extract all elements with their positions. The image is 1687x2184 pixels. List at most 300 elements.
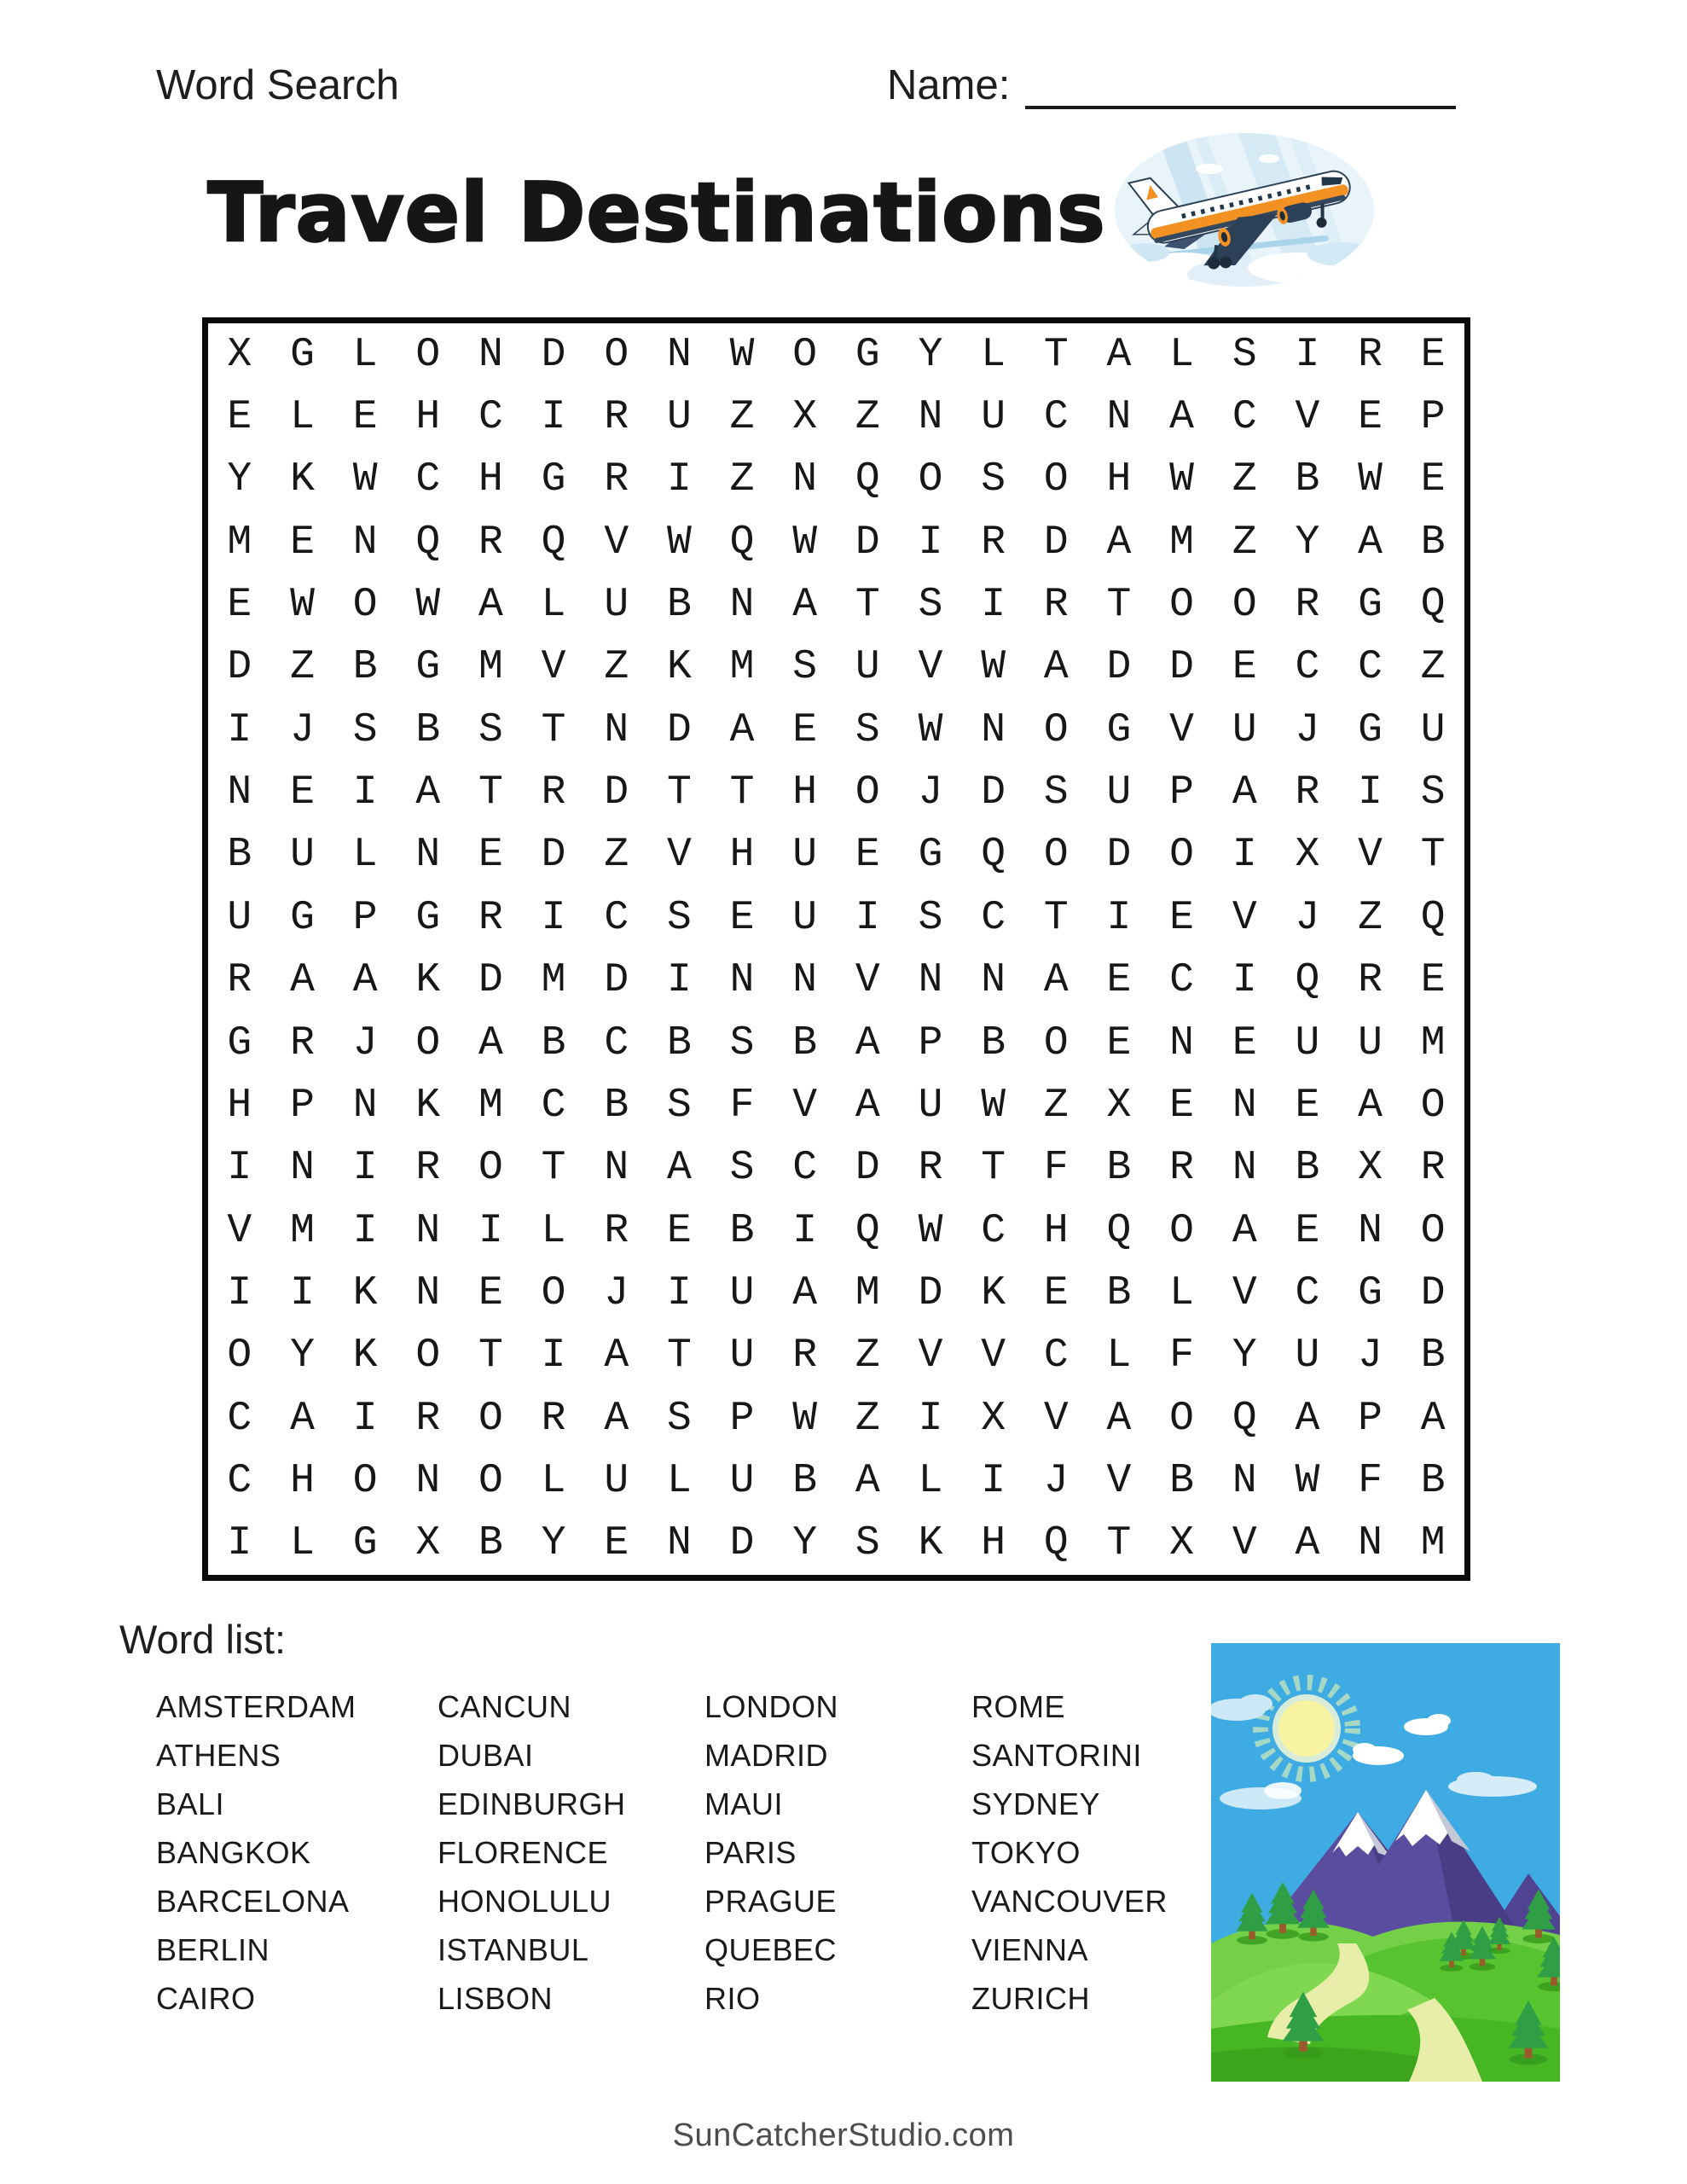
word-list-item: ZURICH <box>971 1980 1090 2016</box>
grid-cell: A <box>792 1269 818 1316</box>
grid-cell: A <box>1358 519 1383 566</box>
grid-cell: N <box>1106 394 1132 441</box>
grid-cell: E <box>1232 1019 1257 1066</box>
name-label: Name: <box>887 62 1011 108</box>
word-list-item: CAIRO <box>156 1980 256 2016</box>
grid-cell: B <box>1420 1457 1446 1504</box>
grid-cell: C <box>1169 957 1194 1004</box>
grid-cell: Y <box>290 1333 315 1380</box>
grid-cell: B <box>352 644 378 691</box>
letter-grid <box>208 323 1464 1575</box>
grid-cell: I <box>855 894 880 941</box>
grid-cell: R <box>604 456 629 503</box>
word-list <box>156 1682 1253 2023</box>
grid-cell: C <box>1043 1333 1069 1380</box>
grid-cell: Y <box>541 1520 566 1567</box>
grid-cell: T <box>855 582 880 629</box>
grid-cell: E <box>1043 1269 1069 1316</box>
grid-cell: D <box>855 519 880 566</box>
grid-cell: C <box>1358 644 1383 691</box>
grid-cell: W <box>792 519 818 566</box>
grid-cell: D <box>604 770 629 816</box>
grid-cell: E <box>1106 957 1132 1004</box>
grid-cell: V <box>1043 1395 1069 1442</box>
grid-cell: P <box>290 1082 315 1129</box>
landscape-illustration <box>1211 1643 1560 2082</box>
grid-cell: O <box>478 1395 503 1442</box>
grid-cell: T <box>666 770 692 816</box>
grid-cell: X <box>1358 1145 1383 1192</box>
grid-cell: T <box>1106 1520 1132 1567</box>
grid-cell: N <box>792 456 818 503</box>
grid-cell: O <box>1169 1395 1194 1442</box>
grid-cell: S <box>918 894 943 941</box>
grid-cell: S <box>478 706 503 753</box>
grid-cell: V <box>227 1207 252 1254</box>
grid-cell: D <box>541 331 566 378</box>
grid-cell: Q <box>981 832 1006 879</box>
grid-cell: V <box>981 1333 1006 1380</box>
grid-cell: B <box>666 1019 692 1066</box>
grid-cell: G <box>918 832 943 879</box>
grid-cell: T <box>1420 832 1446 879</box>
grid-cell: O <box>478 1145 503 1192</box>
grid-cell: K <box>415 1082 441 1129</box>
grid-cell: Y <box>1232 1333 1257 1380</box>
grid-cell: X <box>792 394 818 441</box>
grid-cell: O <box>352 582 378 629</box>
grid-cell: E <box>1106 1019 1132 1066</box>
grid-cell: Z <box>604 832 629 879</box>
grid-cell: A <box>290 957 315 1004</box>
grid-cell: J <box>290 706 315 753</box>
grid-cell: M <box>729 644 755 691</box>
hills-group <box>1211 1921 1560 2082</box>
grid-cell: Q <box>1232 1395 1257 1442</box>
grid-cell: U <box>604 582 629 629</box>
grid-cell: Z <box>1043 1082 1069 1129</box>
grid-cell: V <box>604 519 629 566</box>
grid-cell: L <box>290 1520 315 1567</box>
grid-cell: V <box>666 832 692 879</box>
grid-cell: N <box>352 519 378 566</box>
grid-cell: V <box>1358 832 1383 879</box>
grid-cell: E <box>666 1207 692 1254</box>
grid-cell: N <box>981 957 1006 1004</box>
grid-cell: U <box>666 394 692 441</box>
grid-cell: T <box>541 1145 566 1192</box>
grid-cell: O <box>352 1457 378 1504</box>
grid-cell: G <box>855 331 880 378</box>
grid-cell: A <box>729 706 755 753</box>
grid-cell: Q <box>729 519 755 566</box>
grid-cell: B <box>1420 1333 1446 1380</box>
grid-cell: O <box>1420 1082 1446 1129</box>
grid-cell: E <box>290 519 315 566</box>
grid-cell: E <box>1420 331 1446 378</box>
grid-cell: Q <box>415 519 441 566</box>
grid-cell: E <box>227 394 252 441</box>
grid-cell: E <box>478 832 503 879</box>
grid-cell: M <box>478 644 503 691</box>
grid-cell: V <box>541 644 566 691</box>
grid-cell: O <box>604 331 629 378</box>
grid-cell: Z <box>604 644 629 691</box>
grid-cell: O <box>1232 582 1257 629</box>
word-list-label: Word list: <box>119 1617 286 1662</box>
grid-cell: E <box>855 832 880 879</box>
word-list-column <box>438 1682 704 2023</box>
grid-cell: A <box>1106 331 1132 378</box>
grid-cell: S <box>855 1520 880 1567</box>
grid-cell: M <box>227 519 252 566</box>
grid-cell: N <box>478 331 503 378</box>
grid-cell: M <box>1420 1019 1446 1066</box>
grid-cell: B <box>981 1019 1006 1066</box>
grid-cell: T <box>478 1333 503 1380</box>
grid-cell: A <box>1232 1207 1257 1254</box>
grid-cell: T <box>1106 582 1132 629</box>
grid-cell: U <box>1420 706 1446 753</box>
grid-cell: Z <box>855 394 880 441</box>
grid-cell: U <box>729 1457 755 1504</box>
grid-cell: A <box>1232 770 1257 816</box>
grid-cell: D <box>666 706 692 753</box>
grid-cell: H <box>1043 1207 1069 1254</box>
grid-cell: A <box>1106 519 1132 566</box>
grid-cell: U <box>227 894 252 941</box>
grid-cell: B <box>1106 1145 1132 1192</box>
grid-cell: J <box>1295 894 1320 941</box>
grid-cell: R <box>1169 1145 1194 1192</box>
grid-cell: Z <box>1232 519 1257 566</box>
grid-cell: L <box>352 331 378 378</box>
grid-cell: J <box>604 1269 629 1316</box>
grid-cell: J <box>1358 1333 1383 1380</box>
grid-cell: N <box>729 582 755 629</box>
grid-cell: O <box>918 456 943 503</box>
grid-cell: B <box>1295 1145 1320 1192</box>
grid-cell: R <box>478 894 503 941</box>
grid-cell: A <box>1295 1395 1320 1442</box>
grid-cell: X <box>1106 1082 1132 1129</box>
grid-cell: K <box>352 1333 378 1380</box>
grid-cell: G <box>290 331 315 378</box>
word-list-item: CANCUN <box>438 1688 572 1724</box>
grid-cell: A <box>855 1082 880 1129</box>
grid-cell: U <box>1106 770 1132 816</box>
word-list-item: EDINBURGH <box>438 1786 626 1821</box>
grid-cell: M <box>855 1269 880 1316</box>
grid-cell: G <box>1106 706 1132 753</box>
grid-cell: W <box>1169 456 1194 503</box>
grid-cell: A <box>1169 394 1194 441</box>
grid-cell: Q <box>541 519 566 566</box>
grid-cell: B <box>729 1207 755 1254</box>
grid-cell: C <box>604 1019 629 1066</box>
grid-cell: D <box>981 770 1006 816</box>
word-list-item: BERLIN <box>156 1931 270 1967</box>
grid-cell: E <box>290 770 315 816</box>
grid-cell: S <box>666 1082 692 1129</box>
grid-cell: A <box>604 1395 629 1442</box>
word-list-item: VANCOUVER <box>971 1883 1168 1919</box>
grid-cell: Q <box>1295 957 1320 1004</box>
grid-cell: Z <box>1420 644 1446 691</box>
grid-cell: U <box>604 1457 629 1504</box>
grid-cell: V <box>1232 1520 1257 1567</box>
grid-cell: N <box>918 957 943 1004</box>
grid-cell: R <box>1358 957 1383 1004</box>
grid-cell: Z <box>729 394 755 441</box>
grid-cell: A <box>666 1145 692 1192</box>
grid-cell: B <box>1420 519 1446 566</box>
grid-cell: A <box>352 957 378 1004</box>
grid-cell: E <box>729 894 755 941</box>
grid-cell: I <box>541 894 566 941</box>
grid-cell: A <box>1043 957 1069 1004</box>
grid-cell: Y <box>792 1520 818 1567</box>
grid-cell: O <box>1169 1207 1194 1254</box>
grid-cell: G <box>1358 706 1383 753</box>
grid-cell: G <box>290 894 315 941</box>
grid-cell: I <box>918 519 943 566</box>
grid-cell: V <box>918 644 943 691</box>
grid-cell: I <box>227 1269 252 1316</box>
grid-cell: N <box>918 394 943 441</box>
grid-cell: O <box>1420 1207 1446 1254</box>
grid-cell: E <box>1420 957 1446 1004</box>
puzzle-grid <box>202 317 1470 1581</box>
grid-cell: H <box>1106 456 1132 503</box>
grid-cell: J <box>1295 706 1320 753</box>
grid-cell: L <box>666 1457 692 1504</box>
grid-cell: N <box>227 770 252 816</box>
grid-cell: C <box>227 1395 252 1442</box>
grid-cell: N <box>604 1145 629 1192</box>
grid-cell: N <box>792 957 818 1004</box>
landscape-illustration-svg <box>1211 1643 1560 2082</box>
grid-cell: B <box>604 1082 629 1129</box>
grid-cell: B <box>1295 456 1320 503</box>
grid-cell: X <box>227 331 252 378</box>
grid-cell: Z <box>290 644 315 691</box>
grid-cell: I <box>981 582 1006 629</box>
grid-cell: O <box>1043 706 1069 753</box>
grid-cell: J <box>352 1019 378 1066</box>
grid-cell: V <box>1232 894 1257 941</box>
grid-cell: O <box>1043 456 1069 503</box>
grid-cell: R <box>918 1145 943 1192</box>
word-list-item: HONOLULU <box>438 1883 612 1919</box>
grid-cell: N <box>290 1145 315 1192</box>
word-list-item: DUBAI <box>438 1737 534 1773</box>
grid-cell: J <box>1043 1457 1069 1504</box>
grid-cell: G <box>415 894 441 941</box>
grid-cell: M <box>478 1082 503 1129</box>
grid-cell: I <box>792 1207 818 1254</box>
grid-cell: A <box>415 770 441 816</box>
grid-cell: C <box>1043 394 1069 441</box>
word-list-item: TOKYO <box>971 1834 1081 1870</box>
word-list-item: FLORENCE <box>438 1834 609 1870</box>
grid-cell: K <box>981 1269 1006 1316</box>
word-list-item: PRAGUE <box>704 1883 838 1919</box>
grid-cell: A <box>855 1019 880 1066</box>
grid-cell: M <box>1169 519 1194 566</box>
grid-cell: W <box>415 582 441 629</box>
grid-cell: O <box>478 1457 503 1504</box>
grid-cell: S <box>666 1395 692 1442</box>
grid-cell: B <box>666 582 692 629</box>
grid-cell: O <box>792 331 818 378</box>
grid-cell: D <box>1106 832 1132 879</box>
name-row <box>887 63 1456 109</box>
grid-cell: Y <box>918 331 943 378</box>
grid-cell: A <box>1420 1395 1446 1442</box>
grid-cell: L <box>1169 331 1194 378</box>
grid-cell: E <box>478 1269 503 1316</box>
grid-cell: R <box>1358 331 1383 378</box>
grid-cell: I <box>227 1520 252 1567</box>
grid-cell: S <box>981 456 1006 503</box>
name-blank-line <box>1025 65 1456 109</box>
grid-cell: D <box>1420 1269 1446 1316</box>
grid-cell: N <box>604 706 629 753</box>
grid-cell: P <box>918 1019 943 1066</box>
grid-cell: K <box>290 456 315 503</box>
grid-cell: W <box>981 644 1006 691</box>
grid-cell: E <box>604 1520 629 1567</box>
grid-cell: N <box>352 1082 378 1129</box>
grid-cell: V <box>1169 706 1194 753</box>
grid-cell: P <box>729 1395 755 1442</box>
grid-cell: Y <box>1295 519 1320 566</box>
grid-cell: R <box>1295 770 1320 816</box>
grid-cell: G <box>1358 582 1383 629</box>
grid-cell: B <box>415 706 441 753</box>
grid-cell: W <box>981 1082 1006 1129</box>
grid-cell: W <box>352 456 378 503</box>
footer-site-text: SunCatcherStudio.com <box>672 2117 1015 2153</box>
grid-cell: U <box>1295 1333 1320 1380</box>
grid-cell: A <box>1106 1395 1132 1442</box>
grid-cell: G <box>1358 1269 1383 1316</box>
grid-cell: I <box>1232 957 1257 1004</box>
grid-cell: N <box>415 1269 441 1316</box>
grid-cell: K <box>666 644 692 691</box>
grid-cell: R <box>290 1019 315 1066</box>
grid-cell: C <box>792 1145 818 1192</box>
word-list-column <box>156 1682 438 2023</box>
grid-cell: G <box>352 1520 378 1567</box>
word-list-item: ATHENS <box>156 1737 281 1773</box>
grid-cell: F <box>1169 1333 1194 1380</box>
grid-cell: R <box>478 519 503 566</box>
airplane-illustration <box>1107 125 1382 295</box>
grid-cell: W <box>290 582 315 629</box>
grid-cell: L <box>918 1457 943 1504</box>
grid-cell: T <box>1043 894 1069 941</box>
grid-cell: A <box>1358 1082 1383 1129</box>
grid-cell: C <box>1232 394 1257 441</box>
grid-cell: Q <box>1420 582 1446 629</box>
grid-cell: N <box>1358 1520 1383 1567</box>
word-list-item: VIENNA <box>971 1931 1089 1967</box>
grid-cell: C <box>604 894 629 941</box>
grid-cell: B <box>792 1019 818 1066</box>
grid-cell: H <box>729 832 755 879</box>
grid-cell: H <box>227 1082 252 1129</box>
word-list-item: SANTORINI <box>971 1737 1142 1773</box>
grid-cell: C <box>541 1082 566 1129</box>
grid-cell: P <box>1169 770 1194 816</box>
word-list-item: QUEBEC <box>704 1931 838 1967</box>
grid-cell: L <box>1169 1269 1194 1316</box>
grid-cell: L <box>290 394 315 441</box>
grid-cell: D <box>855 1145 880 1192</box>
grid-cell: R <box>981 519 1006 566</box>
grid-cell: R <box>415 1145 441 1192</box>
word-list-item: MADRID <box>704 1737 828 1773</box>
word-list-item: BALI <box>156 1786 225 1821</box>
grid-cell: L <box>352 832 378 879</box>
grid-cell: L <box>541 582 566 629</box>
grid-cell: M <box>290 1207 315 1254</box>
grid-cell: B <box>541 1019 566 1066</box>
grid-cell: R <box>227 957 252 1004</box>
grid-cell: L <box>981 331 1006 378</box>
word-list-column <box>704 1682 971 2023</box>
grid-cell: E <box>1232 644 1257 691</box>
grid-cell: Z <box>1358 894 1383 941</box>
grid-cell: T <box>1043 331 1069 378</box>
grid-cell: D <box>604 957 629 1004</box>
grid-cell: G <box>415 644 441 691</box>
grid-cell: O <box>1169 832 1194 879</box>
grid-cell: E <box>1295 1082 1320 1129</box>
grid-cell: X <box>981 1395 1006 1442</box>
grid-cell: B <box>792 1457 818 1504</box>
grid-cell: M <box>541 957 566 1004</box>
grid-cell: F <box>729 1082 755 1129</box>
grid-cell: T <box>478 770 503 816</box>
grid-cell: K <box>415 957 441 1004</box>
grid-cell: B <box>1106 1269 1132 1316</box>
grid-cell: V <box>855 957 880 1004</box>
grid-cell: V <box>792 1082 818 1129</box>
grid-cell: W <box>918 1207 943 1254</box>
grid-cell: N <box>415 832 441 879</box>
grid-cell: Z <box>1232 456 1257 503</box>
grid-cell: C <box>981 1207 1006 1254</box>
grid-cell: U <box>981 394 1006 441</box>
word-list-item: ISTANBUL <box>438 1931 589 1967</box>
grid-cell: Q <box>855 1207 880 1254</box>
grid-cell: A <box>792 582 818 629</box>
grid-cell: S <box>792 644 818 691</box>
grid-cell: I <box>290 1269 315 1316</box>
grid-cell: I <box>352 770 378 816</box>
grid-cell: A <box>855 1457 880 1504</box>
grid-cell: R <box>604 1207 629 1254</box>
grid-cell: X <box>415 1520 441 1567</box>
grid-cell: L <box>541 1207 566 1254</box>
grid-cell: N <box>1169 1019 1194 1066</box>
grid-cell: O <box>1043 1019 1069 1066</box>
grid-cell: X <box>1295 832 1320 879</box>
grid-cell: P <box>1358 1395 1383 1442</box>
